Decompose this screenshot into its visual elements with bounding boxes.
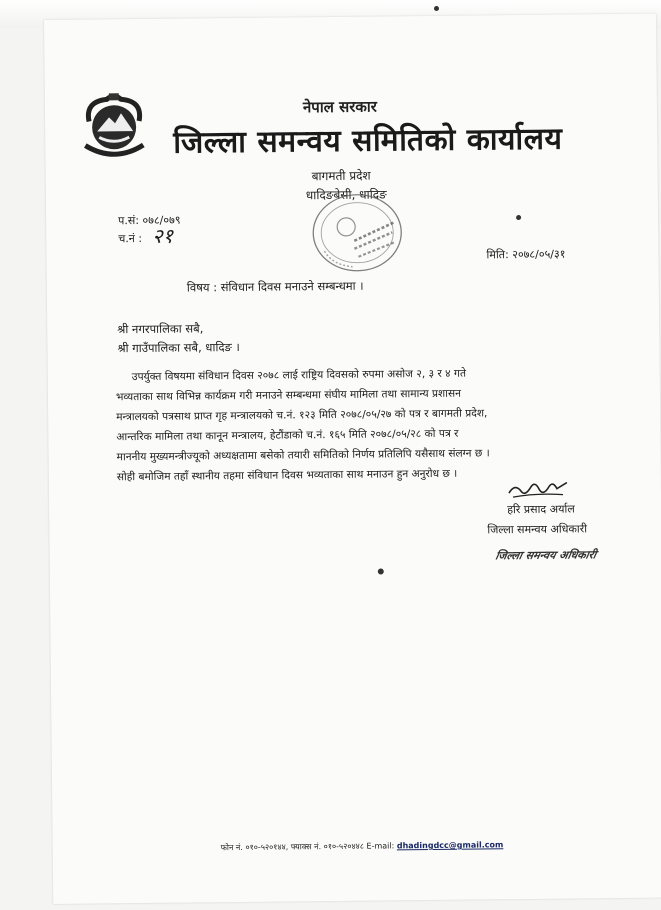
nepal-emblem-icon — [81, 91, 148, 162]
dispatch-number-handwritten: २१ — [152, 223, 174, 248]
dispatch-number-label: च.नं : — [118, 231, 143, 246]
scan-speck — [434, 6, 439, 11]
letter-reference-number: प.सं: ०७८/०७९ — [118, 213, 181, 228]
letter-page — [44, 14, 661, 904]
signatory-title: जिल्ला समन्वय अधिकारी — [487, 522, 588, 537]
signature-icon — [505, 477, 571, 504]
letter-date: मिति: २०७८/०५/३१ — [486, 247, 566, 262]
scan-speck — [516, 215, 521, 220]
signatory-name: हरि प्रसाद अर्याल — [507, 502, 575, 517]
recipient-line: श्री गाउँपालिका सबै, धादिङ । — [117, 339, 240, 356]
province-name: बागमती प्रदेश — [311, 168, 371, 184]
footer-email-link[interactable]: dhadingdcc@gmail.com — [396, 840, 504, 851]
designation-stamp: जिल्ला समन्वय अधिकारी — [494, 548, 598, 563]
recipient-line: श्री नगरपालिका सबै, — [117, 321, 204, 337]
body-paragraph-line: सोही बमोजिम तहाँ स्थानीय तहमा संविधान दिवस भव्यताका साथ मनाउन हुन अनुरोध छ । — [116, 467, 458, 484]
footer-contact — [221, 839, 504, 853]
government-name: नेपाल सरकार — [302, 97, 377, 117]
body-paragraph-line: भव्यताका साथ विभिन्न कार्यक्रम गरी मनाउने सम्बन्धमा संघीय मामिला तथा सामान्य प्रशासन — [115, 387, 462, 404]
body-paragraph-line: माननीय मुख्यमन्त्रीज्यूको अध्यक्षतामा बसेको तयारी समितिको निर्णय प्रतिलिपि यसैसाथ संलग्न छ । — [116, 447, 490, 464]
letter-subject: विषय : संविधान दिवस मनाउने सम्बन्धमा । — [186, 278, 364, 295]
office-title: जिल्ला समन्वय समितिको कार्यालय — [173, 121, 563, 161]
district-name: धादिङबेसी, धादिङ — [305, 187, 387, 203]
body-paragraph-line: मन्त्रालयको पत्रसाथ प्राप्त गृह मन्त्रालयको च.नं. १२३ मिति २०७८/०५/२७ को पत्र र बागमती प्रदेश, — [116, 407, 488, 424]
body-paragraph-line: उपर्युक्त विषयमा संविधान दिवस २०७८ लाई राष्ट्रिय दिवसको रुपमा असोज २, ३ र ४ गते — [131, 367, 467, 384]
office-stamp-icon — [308, 190, 407, 275]
scan-speck — [378, 568, 384, 574]
footer-contact-text: फोन नं. ०१०-५२०१४४, फ्याक्स नं. ०१०-५२०४४८ E-mail: — [220, 841, 395, 853]
body-paragraph-line: आन्तरिक मामिला तथा कानून मन्त्रालय, हेटौंडाको च.नं. १६५ मिति २०७८/०५/२८ को पत्र र — [116, 427, 459, 444]
